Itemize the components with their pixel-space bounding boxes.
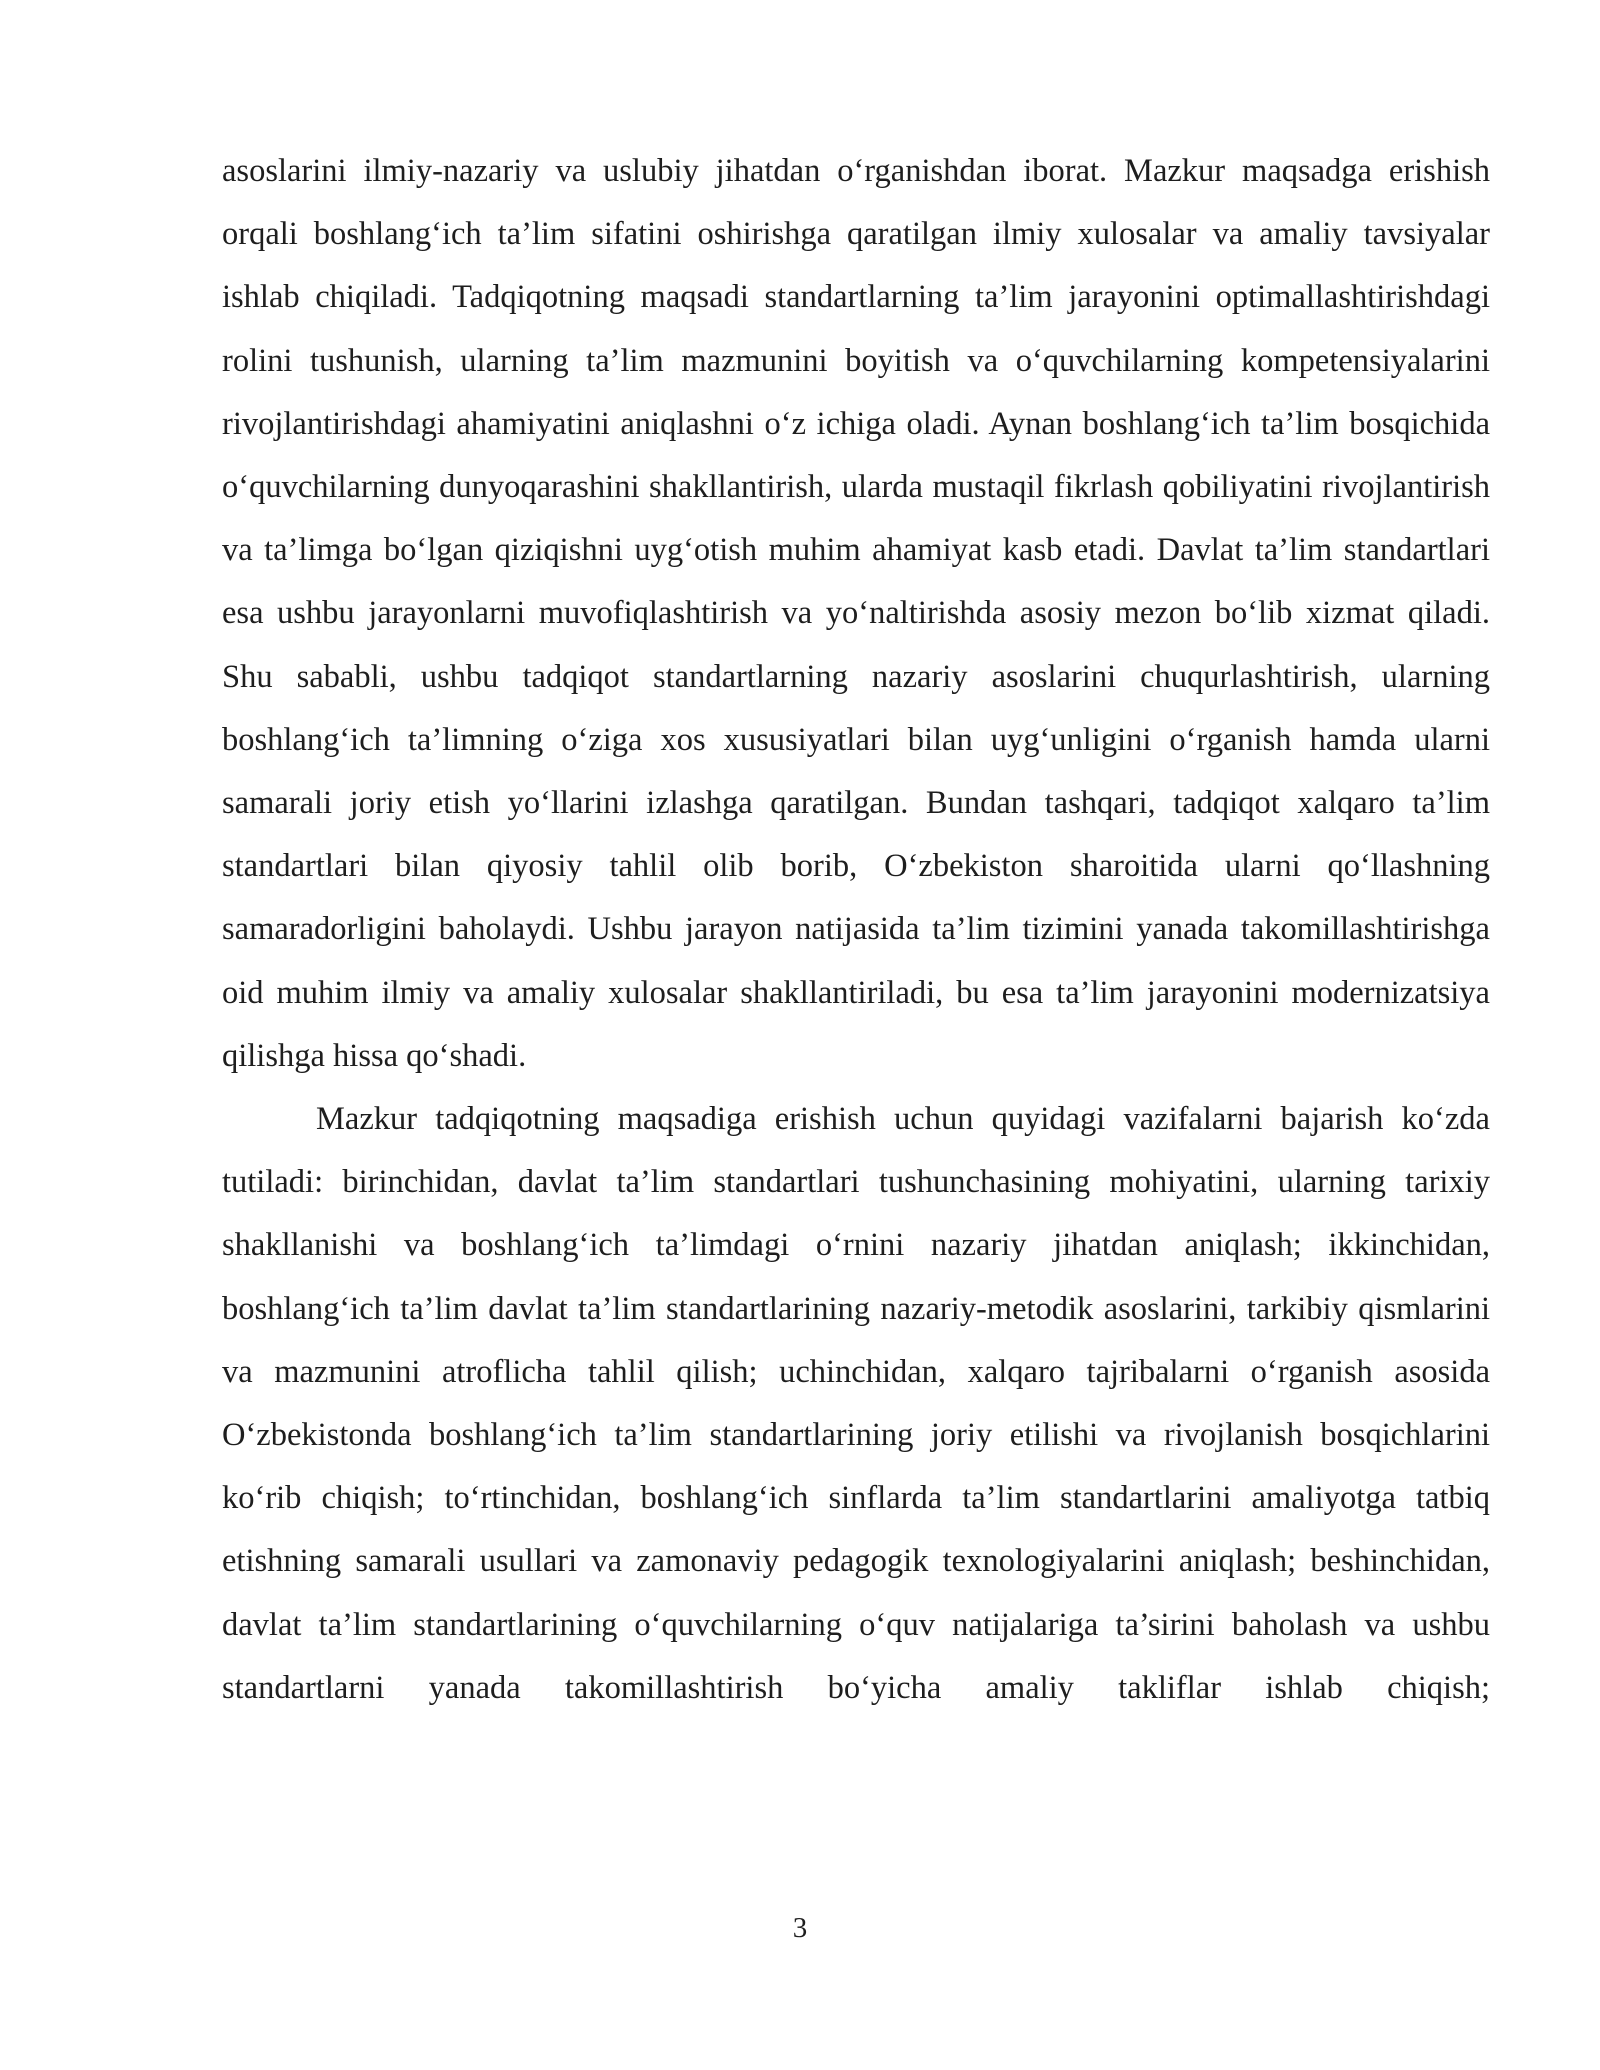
paragraph-tasks: Mazkur tadqiqotning maqsadiga erishish uchun quyidagi vazifalarni bajarish ko‘zda tutiladi: birinchidan, davlat ta’lim standartlari tushunchasining mohiyatini, ularning tarixiy shakllanishi va boshlang‘ich ta’limdagi o‘rnini nazariy jihatdan aniqlash; ikkinchidan, boshlang‘ich ta’lim davlat ta’lim standartlarining nazariy-metodik asoslarini, tarkibiy qismlarini va mazmunini atroflicha tahlil qilish; uchinchidan, xalqaro tajribalarni o‘rganish asosida O‘zbekistonda boshlang‘ich ta’lim standartlarining joriy etilishi va rivojlanish bosqichlarini ko‘rib chiqish; to‘rtinchidan, boshlang‘ich sinflarda ta’lim standartlarini amaliyotga tatbiq etishning samarali usullari va zamonaviy pedagogik texnologiyalarini aniqlash; beshinchidan, davlat ta’lim standartlarining o‘quvchilarning o‘quv natijalariga ta’sirini baholash va ushbu standartlarni yanada takomillashtirish bo‘yicha amaliy takliflar ishlab chiqish; — [222, 1101, 1490, 1706]
page-number: 3 — [792, 1912, 808, 1944]
body-text — [222, 140, 1490, 1720]
paragraph-continued: asoslarini ilmiy-nazariy va uslubiy jihatdan o‘rganishdan iborat. Mazkur maqsadga erishish orqali boshlang‘ich ta’lim sifatini oshirishga qaratilgan ilmiy xulosalar va amaliy tavsiyalar ishlab chiqiladi. Tadqiqotning maqsadi standartlarning ta’lim jarayonini optimallashtirishdagi rolini tushunish, ularning ta’lim mazmunini boyitish va o‘quvchilarning kompetensiyalarini rivojlantirishdagi ahamiyatini aniqlashni o‘z ichiga oladi. Aynan boshlang‘ich ta’lim bosqichida o‘quvchilarning dunyoqarashini shakllantirish, ularda mustaqil fikrlash qobiliyatini rivojlantirish va ta’limga bo‘lgan qiziqishni uyg‘otish muhim ahamiyat kasb etadi. Davlat ta’lim standartlari esa ushbu jarayonlarni muvofiqlashtirish va yo‘naltirishda asosiy mezon bo‘lib xizmat qiladi. Shu sababli, ushbu tadqiqot standartlarning nazariy asoslarini chuqurlashtirish, ularning boshlang‘ich ta’limning o‘ziga xos xususiyatlari bilan uyg‘unligini o‘rganish hamda ularni samarali joriy etish yo‘llarini izlashga qaratilgan. Bundan tashqari, tadqiqot xalqaro ta’lim standartlari bilan qiyosiy tahlil olib borib, O‘zbekiston sharoitida ularni qo‘llashning samaradorligini baholaydi. Ushbu jarayon natijasida ta’lim tizimini yanada takomillashtirishga oid muhim ilmiy va amaliy xulosalar shakllantiriladi, bu esa ta’lim jarayonini modernizatsiya qilishga hissa qo‘shadi. — [222, 153, 1490, 1074]
